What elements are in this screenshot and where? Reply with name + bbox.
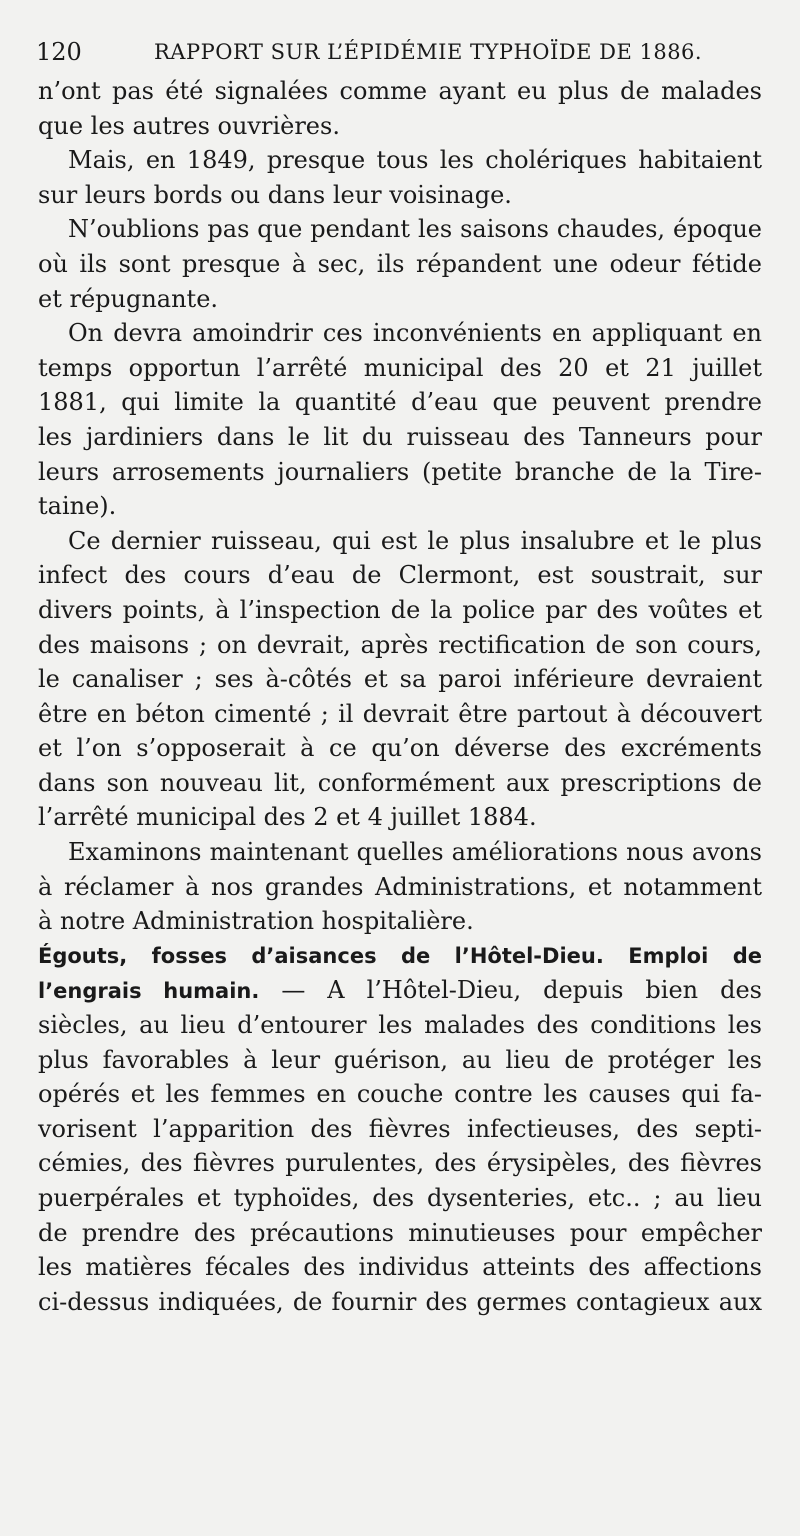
text-line: que les autres ouvrières. [38,111,340,140]
text-line: infect des cours d’eau de Clermont, est soustrait, sur [38,561,762,590]
text-line: 1881, qui limite la quantité d’eau que peuvent prendre [38,388,762,417]
text-line: le canaliser ; ses à-côtés et sa paroi inférieure devraient [38,665,762,694]
page-number: 120 [36,38,82,66]
text-line: puerpérales et typhoïdes, des dysenteries, etc.. ; au lieu [38,1184,762,1212]
text-line: les matières fécales des individus atteints des affections [38,1253,762,1282]
text-line: où ils sont presque à sec, ils répandent une odeur fétide [38,249,762,278]
text-line: vorisent l’apparition des fièvres infectieuses, des septi- [38,1114,762,1143]
text-line: Ce dernier ruisseau, qui est le plus insalubre et le plus [68,526,762,555]
text-line: l’arrêté municipal des 2 et 4 juillet 1884. [38,803,537,832]
section-heading: Égouts, fosses d’aisances de l’Hôtel-Dieu. Emploi de [38,943,762,968]
text-line: à notre Administration hospitalière. [38,907,474,936]
text-line: cémies, des fièvres purulentes, des érysipèles, des fièvres [38,1149,762,1178]
text-line: siècles, au lieu d’entourer les malades des conditions les [38,1011,762,1040]
text-line: des maisons ; on devrait, après rectification de son cours, [38,630,762,659]
text-line: et répugnante. [38,284,219,313]
section-heading-end: l’engrais humain. [38,979,260,1004]
text-line: de prendre des précautions minutieuses pour empêcher [38,1218,762,1247]
running-head: RAPPORT SUR L’ÉPIDÉMIE TYPHOÏDE DE 1886. [154,40,703,64]
text-line: divers points, à l’inspection de la police par des voûtes et [38,595,762,624]
text-line: opérés et les femmes en couche contre les causes qui fa- [38,1080,762,1109]
text-line: dans son nouveau lit, conformément aux prescriptions de [38,768,762,797]
text-line: les jardiniers dans le lit du ruisseau des Tanneurs pour [38,422,762,451]
page-header [36,38,766,78]
text-line: On devra amoindrir ces inconvénients en appliquant en [68,319,762,348]
text-line: ci-dessus indiquées, de fournir des germes contagieux aux [38,1287,762,1316]
text-line: taine). [38,492,117,521]
body-text [38,74,762,1319]
text-line: leurs arrosements journaliers (petite branche de la Tire- [38,457,762,486]
text-line: Mais, en 1849, presque tous les cholériques habitaient [68,146,762,175]
text-line: sur leurs bords ou dans leur voisinage. [38,180,512,209]
text-line: être en béton cimenté ; il devrait être partout à découvert [38,699,762,728]
text-line: n’ont pas été signalées comme ayant eu plus de malades [38,77,762,105]
text-line: temps opportun l’arrêté municipal des 20 et 21 juillet [38,353,762,382]
text-line: N’oublions pas que pendant les saisons chaudes, époque [68,215,762,244]
text-fragment: — A l’Hôtel-Dieu, depuis bien des [281,976,762,1005]
text-line: et l’on s’opposerait à ce qu’on déverse des excréments [38,734,762,763]
text-line: plus favorables à leur guérison, au lieu de protéger les [38,1045,762,1074]
text-line: Examinons maintenant quelles améliorations nous avons [68,838,762,867]
text-line [38,973,762,1008]
text-line: à réclamer à nos grandes Administrations, et notamment [38,872,762,901]
